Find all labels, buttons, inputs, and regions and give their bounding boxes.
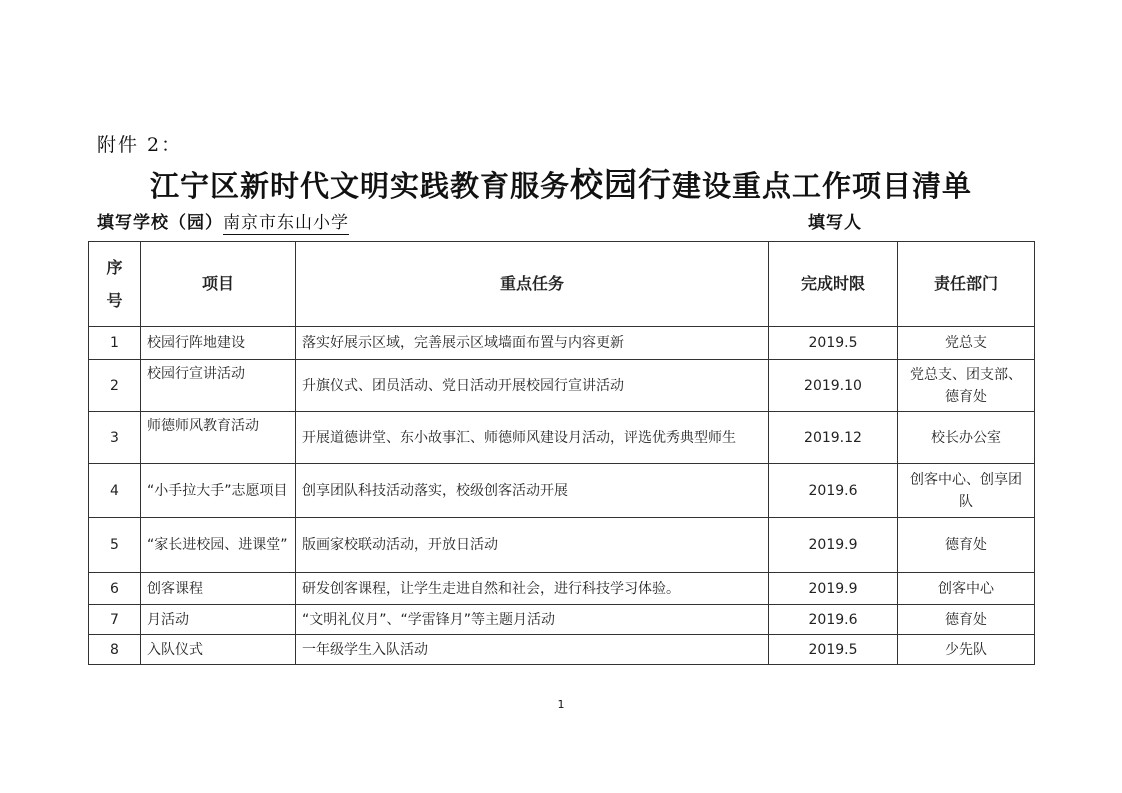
row-deadline: 2019.6: [769, 605, 898, 635]
row-project: “家长进校园、进课堂”: [141, 518, 296, 573]
header-no: [89, 242, 141, 327]
row-no: 7: [89, 605, 141, 635]
table-row: [89, 327, 1035, 360]
table-row: [89, 518, 1035, 573]
row-project: 师德师风教育活动: [141, 412, 296, 464]
row-task: 一年级学生入队活动: [296, 635, 769, 665]
header-department: 责任部门: [898, 242, 1035, 327]
row-deadline: 2019.5: [769, 635, 898, 665]
row-deadline: 2019.6: [769, 464, 898, 518]
row-no: 1: [89, 327, 141, 360]
row-no: 2: [89, 360, 141, 412]
school-name: 南京市东山小学: [223, 213, 349, 233]
row-department: 创客中心、创享团队: [898, 464, 1035, 518]
document-title: [0, 159, 1122, 206]
row-task: 创享团队科技活动落实，校级创客活动开展: [296, 464, 769, 518]
table-row: [89, 464, 1035, 518]
row-deadline: 2019.10: [769, 360, 898, 412]
row-department: 德育处: [898, 605, 1035, 635]
row-no: 3: [89, 412, 141, 464]
school-label: 填写学校（园）: [97, 213, 223, 233]
row-deadline: 2019.12: [769, 412, 898, 464]
row-department: 德育处: [898, 518, 1035, 573]
table-header-row: [89, 242, 1035, 327]
row-deadline: 2019.9: [769, 573, 898, 605]
row-no: 8: [89, 635, 141, 665]
row-project: 创客课程: [141, 573, 296, 605]
row-department: 创客中心: [898, 573, 1035, 605]
row-task: 升旗仪式、团员活动、党日活动开展校园行宣讲活动: [296, 360, 769, 412]
table-row: [89, 635, 1035, 665]
row-department: 少先队: [898, 635, 1035, 665]
table-row: [89, 360, 1035, 412]
row-task: “文明礼仪月”、“学雷锋月”等主题月活动: [296, 605, 769, 635]
row-task: 版画家校联动活动，开放日活动: [296, 518, 769, 573]
title-part-2: 建设重点工作项目清单: [672, 169, 973, 203]
row-project: “小手拉大手”志愿项目: [141, 464, 296, 518]
row-no: 4: [89, 464, 141, 518]
row-project: 校园行阵地建设: [141, 327, 296, 360]
attachment-label: 附件 2：: [97, 134, 183, 156]
table-row: [89, 573, 1035, 605]
school-fill-row: [97, 208, 349, 233]
row-project: 入队仪式: [141, 635, 296, 665]
title-part-1: 江宁区新时代文明实践教育服务: [149, 169, 570, 203]
header-deadline: 完成时限: [769, 242, 898, 327]
row-no: 6: [89, 573, 141, 605]
row-task: 落实好展示区域，完善展示区域墙面布置与内容更新: [296, 327, 769, 360]
table-row: [89, 412, 1035, 464]
title-emphasis: 校园行: [570, 165, 672, 204]
row-department: 党总支、团支部、德育处: [898, 360, 1035, 412]
row-department: 校长办公室: [898, 412, 1035, 464]
header-no-line2: 号: [106, 291, 123, 310]
row-deadline: 2019.5: [769, 327, 898, 360]
row-deadline: 2019.9: [769, 518, 898, 573]
row-project: 校园行宣讲活动: [141, 360, 296, 412]
header-task: 重点任务: [296, 242, 769, 327]
filler-label: 填写人: [808, 213, 862, 233]
header-no-line1: 序: [106, 258, 123, 277]
row-no: 5: [89, 518, 141, 573]
project-table: [88, 241, 1035, 665]
table-row: [89, 605, 1035, 635]
row-project: 月活动: [141, 605, 296, 635]
header-project: 项目: [141, 242, 296, 327]
row-department: 党总支: [898, 327, 1035, 360]
row-task: 研发创客课程，让学生走进自然和社会，进行科技学习体验。: [296, 573, 769, 605]
row-task: 开展道德讲堂、东小故事汇、师德师风建设月活动，评选优秀典型师生: [296, 412, 769, 464]
page-number: 1: [557, 698, 565, 711]
